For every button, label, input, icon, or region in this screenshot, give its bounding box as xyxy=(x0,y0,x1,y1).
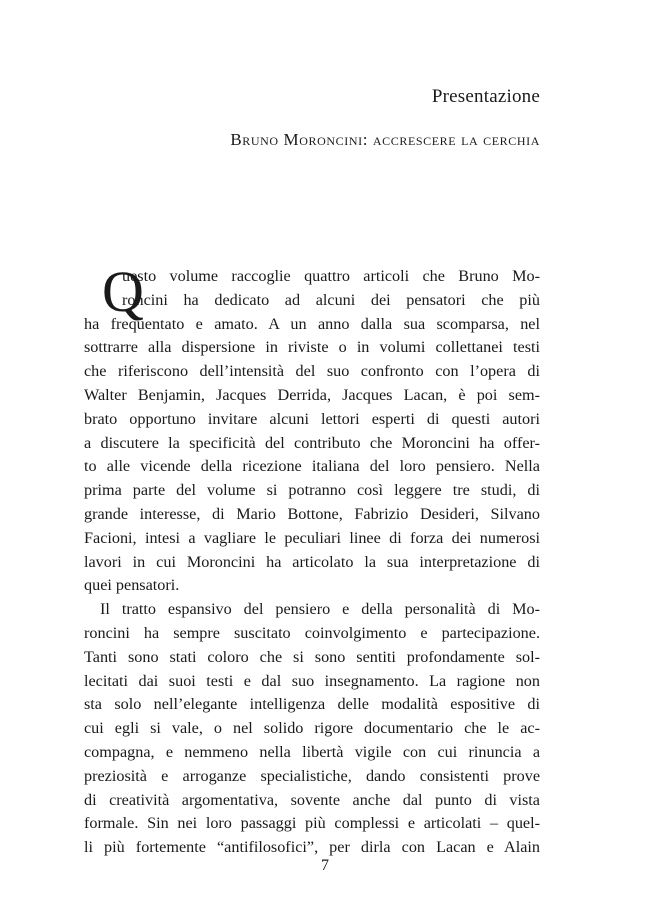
text-line: lecitati dai suoi testi e dal suo insegnamento. La ragione non xyxy=(84,671,540,690)
text-line: a discutere la specificità del contributo che Moroncini ha offer- xyxy=(84,433,540,452)
text-line: cui egli si vale, o nel solido rigore documentario che le ac- xyxy=(84,719,540,738)
text-line: roncini ha dedicato ad alcuni dei pensatori che più xyxy=(122,290,540,309)
text-line: compagna, e nemmeno nella libertà vigile con cui rinuncia a xyxy=(84,742,540,761)
text-line: grande interesse, di Mario Bottone, Fabrizio Desideri, Silvano xyxy=(84,504,540,523)
text-line: preziosità e arroganze specialistiche, dando consistenti prove xyxy=(84,766,540,785)
section-title: Presentazione xyxy=(431,86,540,107)
text-line: lavori in cui Moroncini ha articolato la sua interpretazione di xyxy=(84,552,540,571)
text-line: li più fortemente “antifilosofici”, per dirla con Lacan e Alain xyxy=(84,838,540,857)
text-line: prima parte del volume si potranno così leggere tre studi, di xyxy=(84,481,540,500)
text-line: quei pensatori. xyxy=(84,576,180,595)
drop-cap: Q xyxy=(102,259,144,324)
text-line: roncini ha sempre suscitato coinvolgimento e partecipazione. xyxy=(84,623,540,642)
text-line: uesto volume raccoglie quattro articoli che Bruno Mo- xyxy=(122,267,540,285)
body-text xyxy=(84,259,540,860)
paragraph-1 xyxy=(84,259,540,598)
text-line: sta solo nell’elegante intelligenza delle modalità espositive di xyxy=(84,695,540,714)
text-line: brato opportuno invitare alcuni lettori esperti di questi autori xyxy=(84,409,540,428)
text-line: Il tratto espansivo del pensiero e della personalità di Mo- xyxy=(100,600,540,619)
text-line: Walter Benjamin, Jacques Derrida, Jacques Lacan, è poi sem- xyxy=(84,385,540,404)
text-line: di creatività argomentativa, sovente anche dal punto di vista xyxy=(84,790,540,809)
text-line: sottrarre alla dispersione in riviste o in volumi collettanei testi xyxy=(84,338,540,357)
paragraph-2 xyxy=(84,598,540,860)
page-number: 7 xyxy=(321,857,329,874)
text-line: to alle vicende della ricezione italiana del loro pensiero. Nella xyxy=(84,457,540,476)
chapter-title: Bruno Moroncini: accrescere la cerchia xyxy=(230,130,540,149)
text-line: Tanti sono stati coloro che si sono sentiti profondamente sol- xyxy=(84,647,540,666)
text-line: che riferiscono dell’intensità del suo confronto con l’opera di xyxy=(84,362,540,381)
text-line: Facioni, intesi a vagliare le peculiari linee di forza dei numerosi xyxy=(84,528,540,547)
text-line: formale. Sin nei loro passaggi più complessi e articolati – quel- xyxy=(84,814,540,833)
text-line: ha frequentato e amato. A un anno dalla sua scomparsa, nel xyxy=(84,314,540,333)
